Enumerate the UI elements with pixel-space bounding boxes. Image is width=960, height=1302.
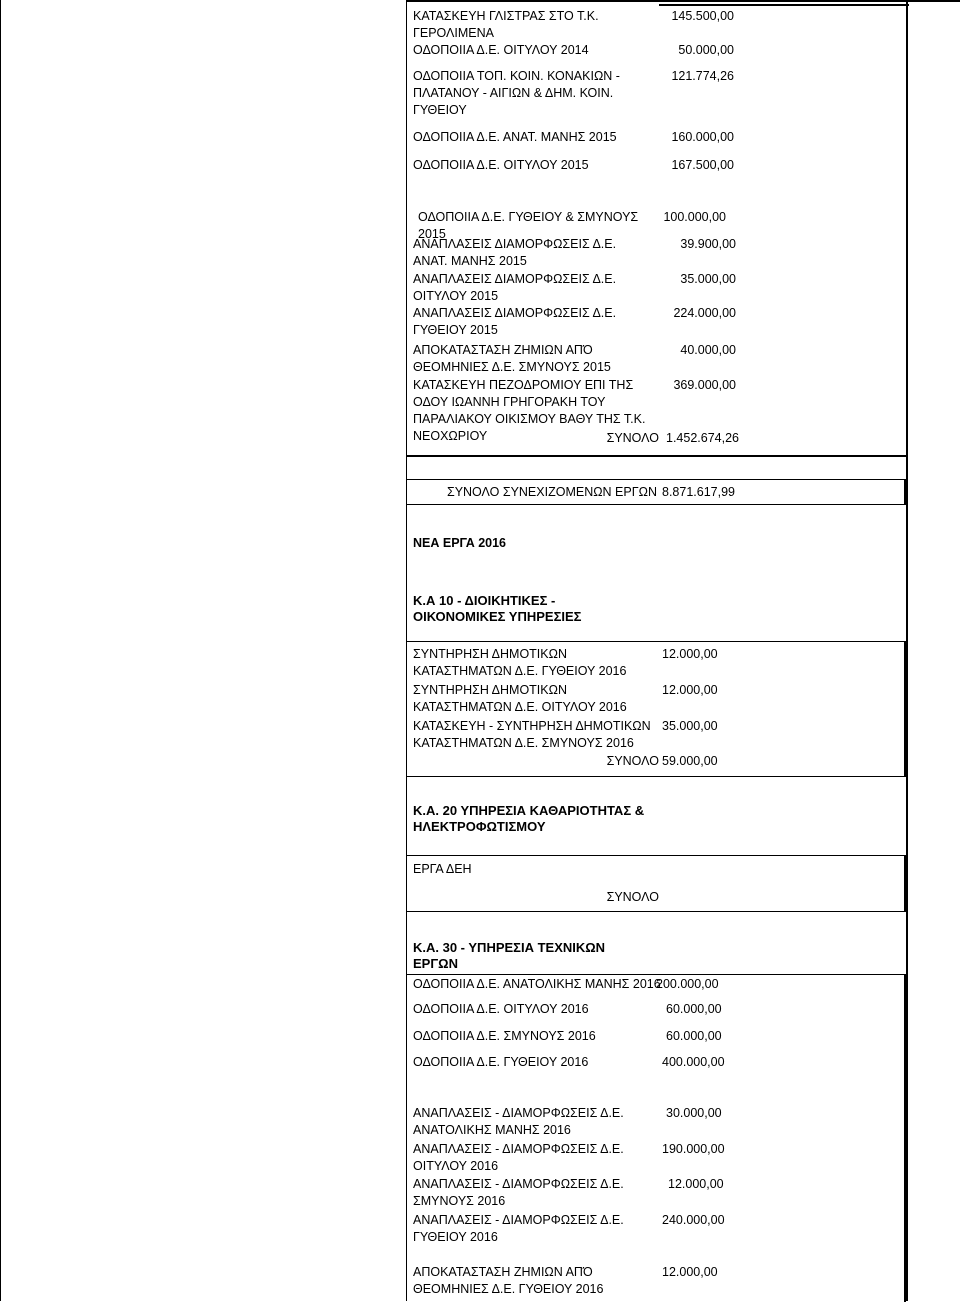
list-item-amount: 39.900,00 [680, 237, 736, 251]
list-item: ΚΑΤΑΣΚΕΥΗ ΠΕΖΟΔΡΟΜΙΟΥ ΕΠΙ ΤΗΣ ΟΔΟΥ ΙΩΑΝΝΗ ΓΡΗΓΟΡΑΚΗ ΤΟΥ ΠΑΡΑΛΙΑΚΟΥ ΟΙΚΙΣΜΟΥ ΒΑΘΥ ΤΗΣ Τ.Κ. ΝΕΟΧΩΡΙΟΥ [413, 378, 646, 443]
list-item-amount: 12.000,00 [662, 683, 718, 697]
list-item-amount: 240.000,00 [662, 1213, 725, 1227]
list-item: ΟΔΟΠΟΙΙΑ Δ.Ε. ΑΝΑΤΟΛΙΚΗΣ ΜΑΝΗΣ 2016 [413, 977, 661, 991]
list-item-amount: 145.500,00 [671, 9, 734, 23]
list-item: ΑΝΑΠΛΑΣΕΙΣ ΔΙΑΜΟΡΦΩΣΕΙΣ Δ.Ε. ΟΙΤΥΛΟΥ 2015 [413, 272, 617, 303]
list-item: ΟΔΟΠΟΙΙΑ Δ.Ε. ΟΙΤΥΛΟΥ 2016 [413, 1002, 589, 1016]
new-works-title: ΝΕΑ ΕΡΓΑ 2016 [413, 536, 506, 550]
list-item-amount: 12.000,00 [668, 1177, 724, 1191]
list-item-amount: 12.000,00 [662, 1265, 718, 1279]
list-item: ΑΝΑΠΛΑΣΕΙΣ - ΔΙΑΜΟΡΦΩΣΕΙΣ Δ.Ε. ΓΥΘΕΙΟΥ 2016 [413, 1213, 624, 1244]
list-item: ΑΝΑΠΛΑΣΕΙΣ - ΔΙΑΜΟΡΦΩΣΕΙΣ Δ.Ε. ΣΜΥΝΟΥΣ 2016 [413, 1177, 624, 1208]
section-title-ka20: Κ.Α. 20 ΥΠΗΡΕΣΙΑ ΚΑΘΑΡΙΟΤΗΤΑΣ & ΗΛΕΚΤΡΟΦΩΤΙΣΜΟΥ [413, 803, 645, 834]
list-item-amount: 121.774,26 [671, 69, 734, 83]
total-amount: 59.000,00 [662, 754, 718, 768]
list-item: ΟΔΟΠΟΙΙΑ Δ.Ε. ΓΥΘΕΙΟΥ & ΣΜΥΝΟΥΣ 2015 [418, 210, 639, 241]
list-item: ΚΑΤΑΣΚΕΥΗ ΓΛΙΣΤΡΑΣ ΣΤΟ Τ.Κ. ΓΕΡΟΛΙΜΕΝΑ [413, 9, 599, 40]
list-item: ΑΝΑΠΛΑΣΕΙΣ ΔΙΑΜΟΡΦΩΣΕΙΣ Δ.Ε. ΓΥΘΕΙΟΥ 2015 [413, 306, 617, 337]
amount-column-top [659, 4, 909, 6]
list-item-amount: 60.000,00 [666, 1029, 722, 1043]
list-item-amount: 50.000,00 [678, 43, 734, 57]
list-item-amount: 167.500,00 [671, 158, 734, 172]
section-title-ka10: Κ.Α 10 - ΔΙΟΙΚΗΤΙΚΕΣ - ΟΙΚΟΝΟΜΙΚΕΣ ΥΠΗΡΕΣΙΕΣ [413, 593, 582, 624]
list-item: ΑΝΑΠΛΑΣΕΙΣ - ΔΙΑΜΟΡΦΩΣΕΙΣ Δ.Ε. ΑΝΑΤΟΛΙΚΗΣ ΜΑΝΗΣ 2016 [413, 1106, 624, 1137]
list-item: ΟΔΟΠΟΙΙΑ Δ.Ε. ΣΜΥΝΟΥΣ 2016 [413, 1029, 596, 1043]
list-item: ΑΝΑΠΛΑΣΕΙΣ - ΔΙΑΜΟΡΦΩΣΕΙΣ Δ.Ε. ΟΙΤΥΛΟΥ 2016 [413, 1142, 624, 1173]
total-label: ΣΥΝΟΛΟ [606, 431, 659, 445]
total-label: ΣΥΝΟΛΟ [606, 890, 659, 904]
total-amount: 1.452.674,26 [666, 431, 739, 445]
table-left-border [0, 0, 1, 1301]
list-item-amount: 190.000,00 [662, 1142, 725, 1156]
list-item: ΕΡΓΑ ΔΕΗ [413, 862, 472, 876]
grand-total-label: ΣΥΝΟΛΟ ΣΥΝΕΧΙΖΟΜΕΝΩΝ ΕΡΓΩΝ [446, 485, 657, 499]
list-item: ΣΥΝΤΗΡΗΣΗ ΔΗΜΟΤΙΚΩΝ ΚΑΤΑΣΤΗΜΑΤΩΝ Δ.Ε. ΟΙΤΥΛΟΥ 2016 [413, 683, 627, 714]
list-item-amount: 224.000,00 [673, 306, 736, 320]
list-item: ΟΔΟΠΟΙΙΑ Δ.Ε. ΓΥΘΕΙΟΥ 2016 [413, 1055, 589, 1069]
list-item: ΑΠΟΚΑΤΑΣΤΑΣΗ ΖΗΜΙΩΝ ΑΠΌ ΘΕΟΜΗΝΙΕΣ Δ.Ε. ΣΜΥΝΟΥΣ 2015 [413, 343, 611, 374]
list-item: ΚΑΤΑΣΚΕΥΗ - ΣΥΝΤΗΡΗΣΗ ΔΗΜΟΤΙΚΩΝ ΚΑΤΑΣΤΗΜΑΤΩΝ Δ.Ε. ΣΜΥΝΟΥΣ 2016 [413, 719, 651, 750]
grand-total-amount: 8.871.617,99 [662, 485, 735, 499]
list-item: ΟΔΟΠΟΙΙΑ Δ.Ε. ΑΝΑΤ. ΜΑΝΗΣ 2015 [413, 130, 617, 144]
list-item-amount: 369.000,00 [673, 378, 736, 392]
list-item-amount: 35.000,00 [680, 272, 736, 286]
list-item-amount: 35.000,00 [662, 719, 718, 733]
list-item-amount: 400.000,00 [662, 1055, 725, 1069]
list-item-amount: 200.000,00 [656, 977, 719, 991]
list-item-amount: 12.000,00 [662, 647, 718, 661]
list-item: ΟΔΟΠΟΙΙΑ Δ.Ε. ΟΙΤΥΛΟΥ 2015 [413, 158, 589, 172]
list-item-amount: 100.000,00 [663, 210, 726, 224]
list-item-amount: 60.000,00 [666, 1002, 722, 1016]
section-title-ka30: Κ.Α. 30 - ΥΠΗΡΕΣΙΑ ΤΕΧΝΙΚΩΝ ΕΡΓΩΝ [413, 940, 606, 971]
list-item: ΟΔΟΠΟΙΙΑ Δ.Ε. ΟΙΤΥΛΟΥ 2014 [413, 43, 589, 57]
list-item: ΣΥΝΤΗΡΗΣΗ ΔΗΜΟΤΙΚΩΝ ΚΑΤΑΣΤΗΜΑΤΩΝ Δ.Ε. ΓΥΘΕΙΟΥ 2016 [413, 647, 627, 678]
list-item: ΑΝΑΠΛΑΣΕΙΣ ΔΙΑΜΟΡΦΩΣΕΙΣ Δ.Ε. ΑΝΑΤ. ΜΑΝΗΣ 2015 [413, 237, 617, 268]
list-item: ΑΠΟΚΑΤΑΣΤΑΣΗ ΖΗΜΙΩΝ ΑΠΌ ΘΕΟΜΗΝΙΕΣ Δ.Ε. ΓΥΘΕΙΟΥ 2016 [413, 1265, 604, 1296]
list-item-amount: 160.000,00 [671, 130, 734, 144]
list-item: ΟΔΟΠΟΙΙΑ ΤΟΠ. ΚΟΙΝ. ΚΟΝΑΚΙΩΝ - ΠΛΑΤΑΝΟΥ - ΑΙΓΙΩΝ & ΔΗΜ. ΚΟΙΝ. ΓΥΘΕΙΟΥ [413, 69, 620, 117]
total-label: ΣΥΝΟΛΟ [606, 754, 659, 768]
list-item-amount: 40.000,00 [680, 343, 736, 357]
list-item-amount: 30.000,00 [666, 1106, 722, 1120]
